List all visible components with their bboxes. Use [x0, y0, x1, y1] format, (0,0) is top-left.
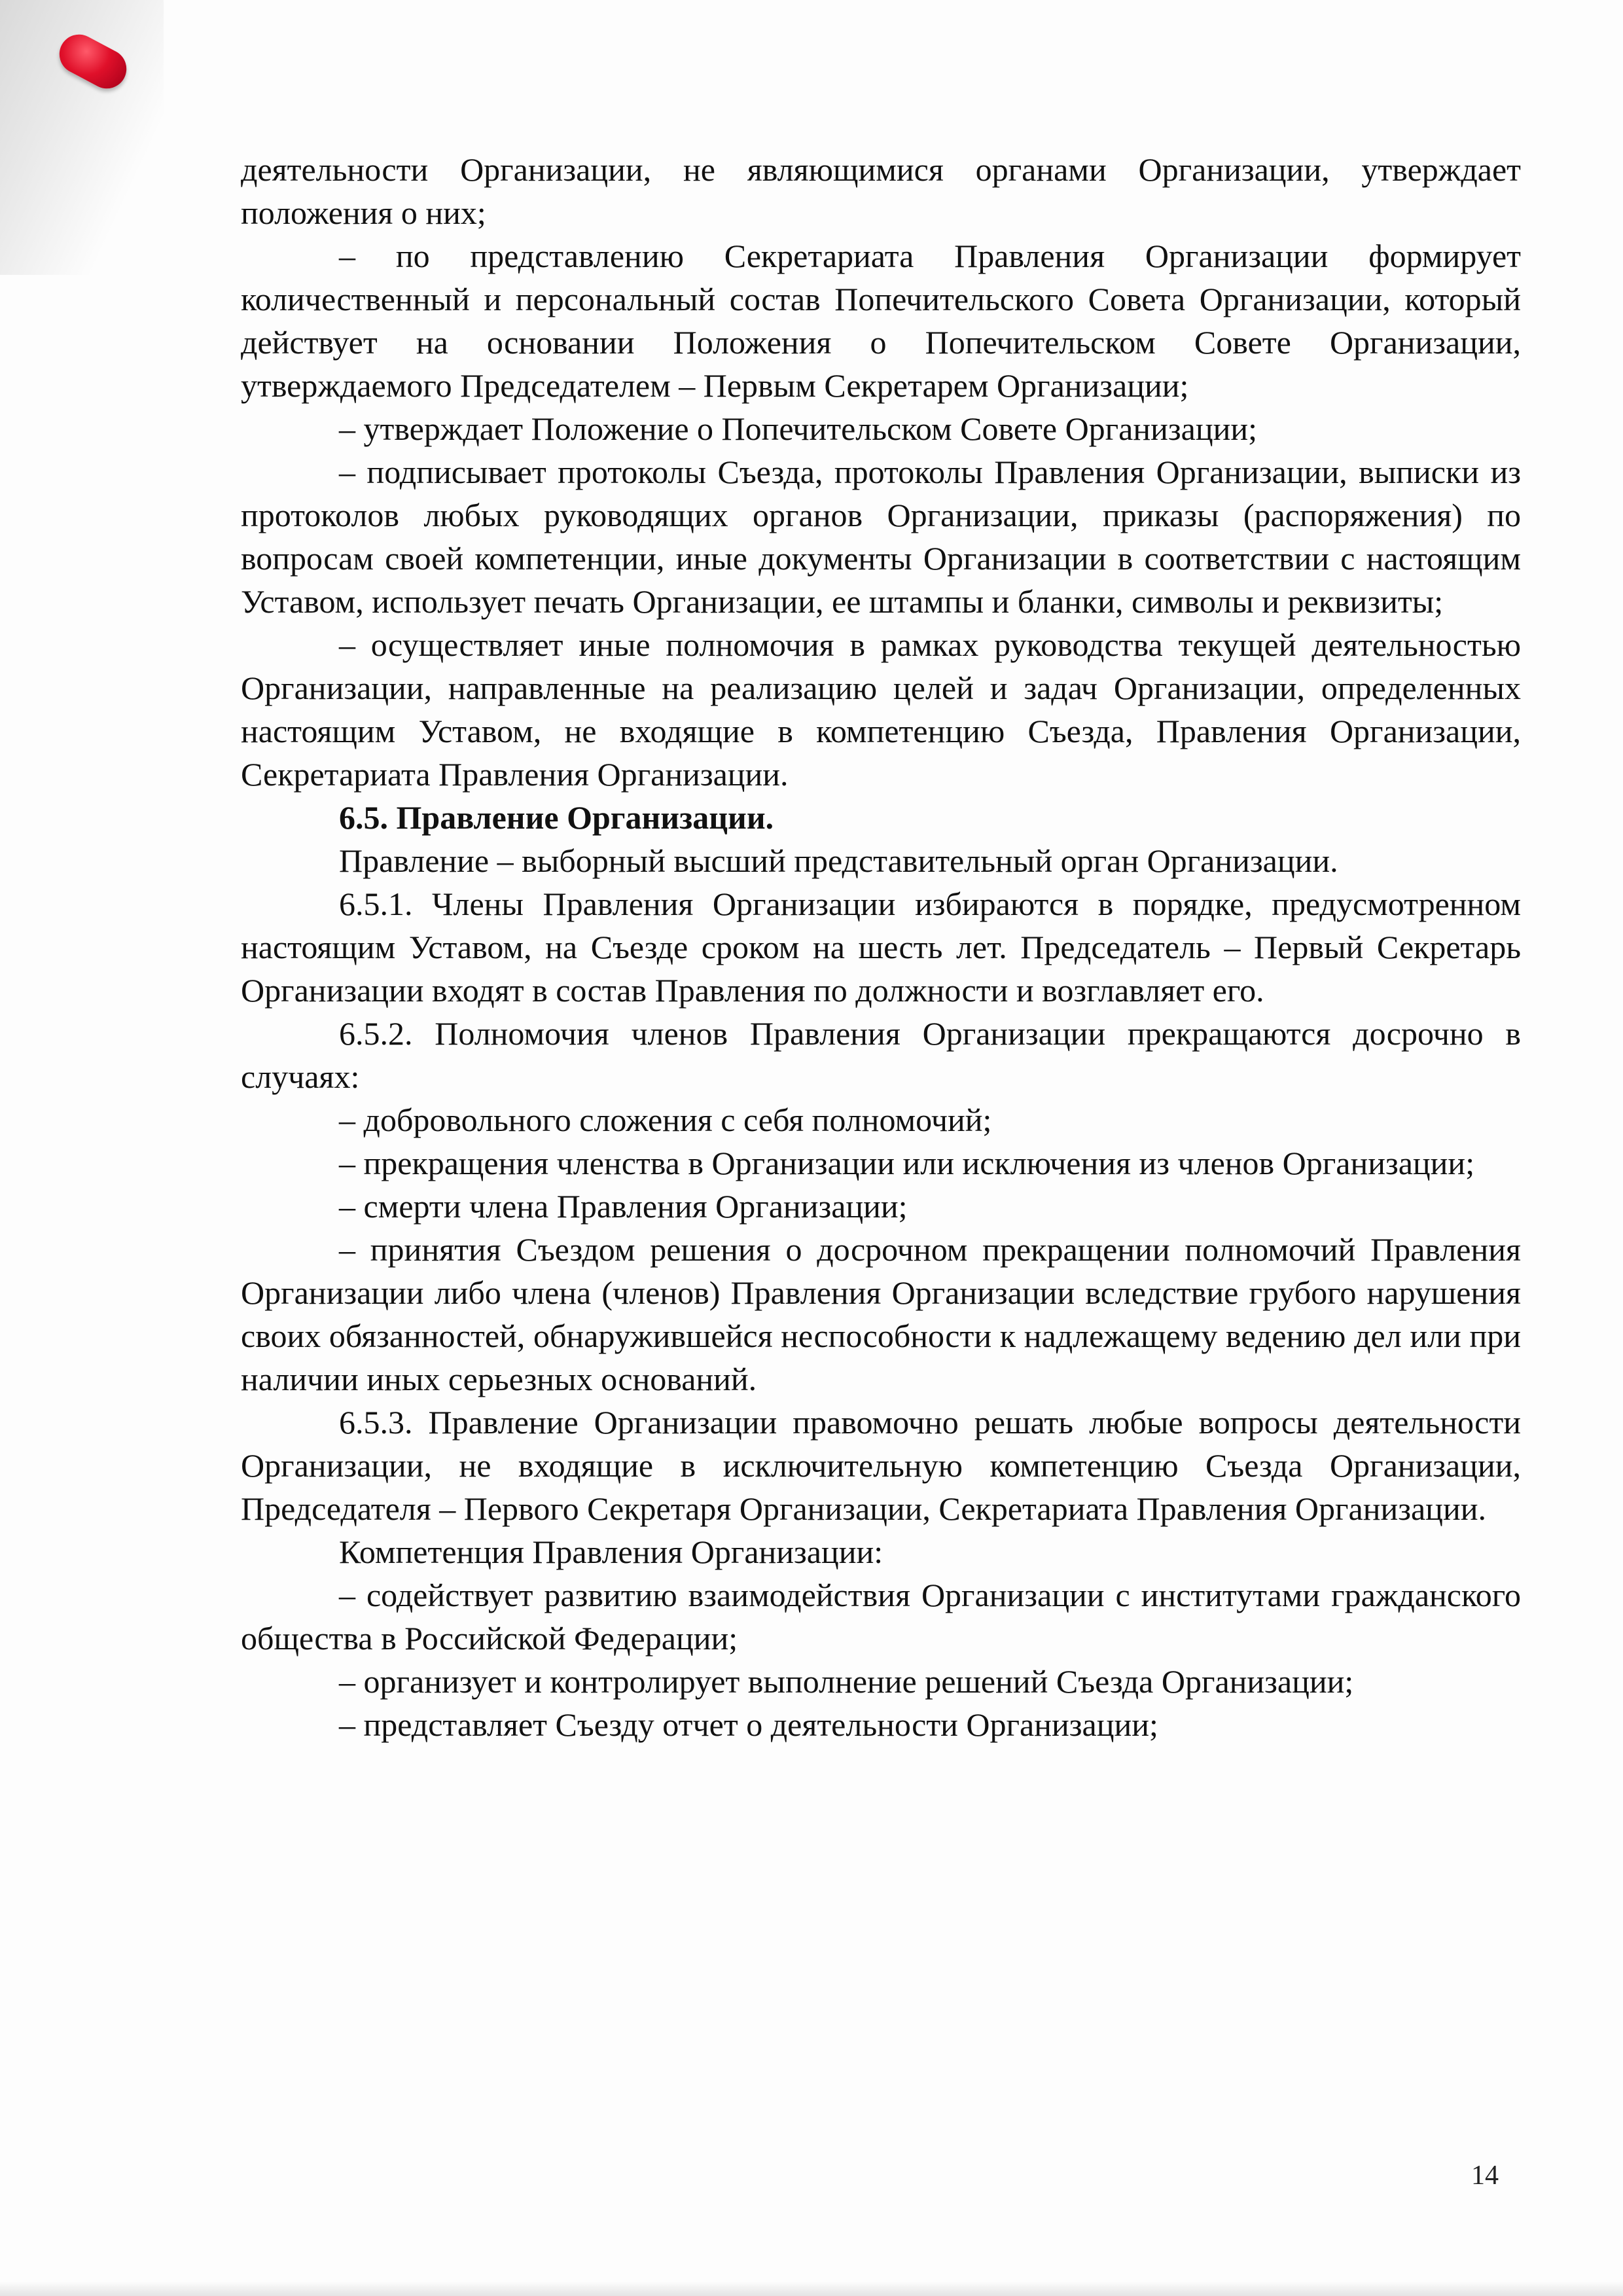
paragraph: – представляет Съезду отчет о деятельности Организации; — [339, 1706, 1158, 1743]
section-heading: 6.5. Правление Организации. — [339, 799, 774, 836]
paragraph: – осуществляет иные полномочия в рамках руководства текущей деятельностью Организации, направленные на реализацию целей и задач Организации, определенных настоящим Уставом, не входящие в компетенцию Съезда, Правления Организации, Секретариата Правления Организации. — [241, 626, 1521, 793]
paragraph: – утверждает Положение о Попечительском Совете Организации; — [339, 410, 1258, 447]
paragraph: – по представлению Секретариата Правления Организации формирует количественный и персональный состав Попечительского Совета Организации, который действует на основании Положения о Попечительском Совете Организации, утверждаемого Председателем – Первым Секретарем Организации; — [241, 238, 1521, 404]
paragraph: деятельности Организации, не являющимися органами Организации, утверждает положения о них; — [241, 151, 1521, 231]
paragraph: – прекращения членства в Организации или исключения из членов Организации; — [339, 1145, 1475, 1181]
paragraph: 6.5.3. Правление Организации правомочно решать любые вопросы деятельности Организации, не входящие в исключительную компетенцию Съезда Организации, Председателя – Первого Секретаря Организации, Секретариата Правления Организации. — [241, 1404, 1521, 1527]
paragraph: 6.5.1. Члены Правления Организации избираются в порядке, предусмотренном настоящим Уставом, на Съезде сроком на шесть лет. Председатель – Первый Секретарь Организации входят в состав Правления по должности и возглавляет его. — [241, 886, 1521, 1009]
paragraph: – содействует развитию взаимодействия Организации с институтами гражданского общества в Российской Федерации; — [241, 1577, 1521, 1657]
paragraph: Компетенция Правления Организации: — [339, 1534, 883, 1570]
paragraph: – смерти члена Правления Организации; — [339, 1188, 908, 1225]
page-number: 14 — [1471, 2161, 1499, 2191]
document-body — [241, 148, 1521, 1746]
paragraph: – организует и контролирует выполнение решений Съезда Организации; — [339, 1663, 1354, 1700]
paragraph: – принятия Съездом решения о досрочном прекращении полномочий Правления Организации либо члена (членов) Правления Организации вследствие грубого нарушения своих обязанностей, обнаружившейся неспособности к надлежащему ведению дел или при наличии иных серьезных оснований. — [241, 1231, 1521, 1397]
paragraph: 6.5.2. Полномочия членов Правления Организации прекращаются досрочно в случаях: — [241, 1015, 1521, 1095]
scan-bottom-edge — [0, 2282, 1623, 2296]
paragraph: Правление – выборный высший представительный орган Организации. — [339, 842, 1338, 879]
paragraph: – добровольного сложения с себя полномочий; — [339, 1102, 992, 1138]
paragraph: – подписывает протоколы Съезда, протоколы Правления Организации, выписки из протоколов любых руководящих органов Организации, приказы (распоряжения) по вопросам своей компетенции, иные документы Организации в соответствии с настоящим Уставом, использует печать Организации, ее штампы и бланки, символы и реквизиты; — [241, 454, 1521, 620]
